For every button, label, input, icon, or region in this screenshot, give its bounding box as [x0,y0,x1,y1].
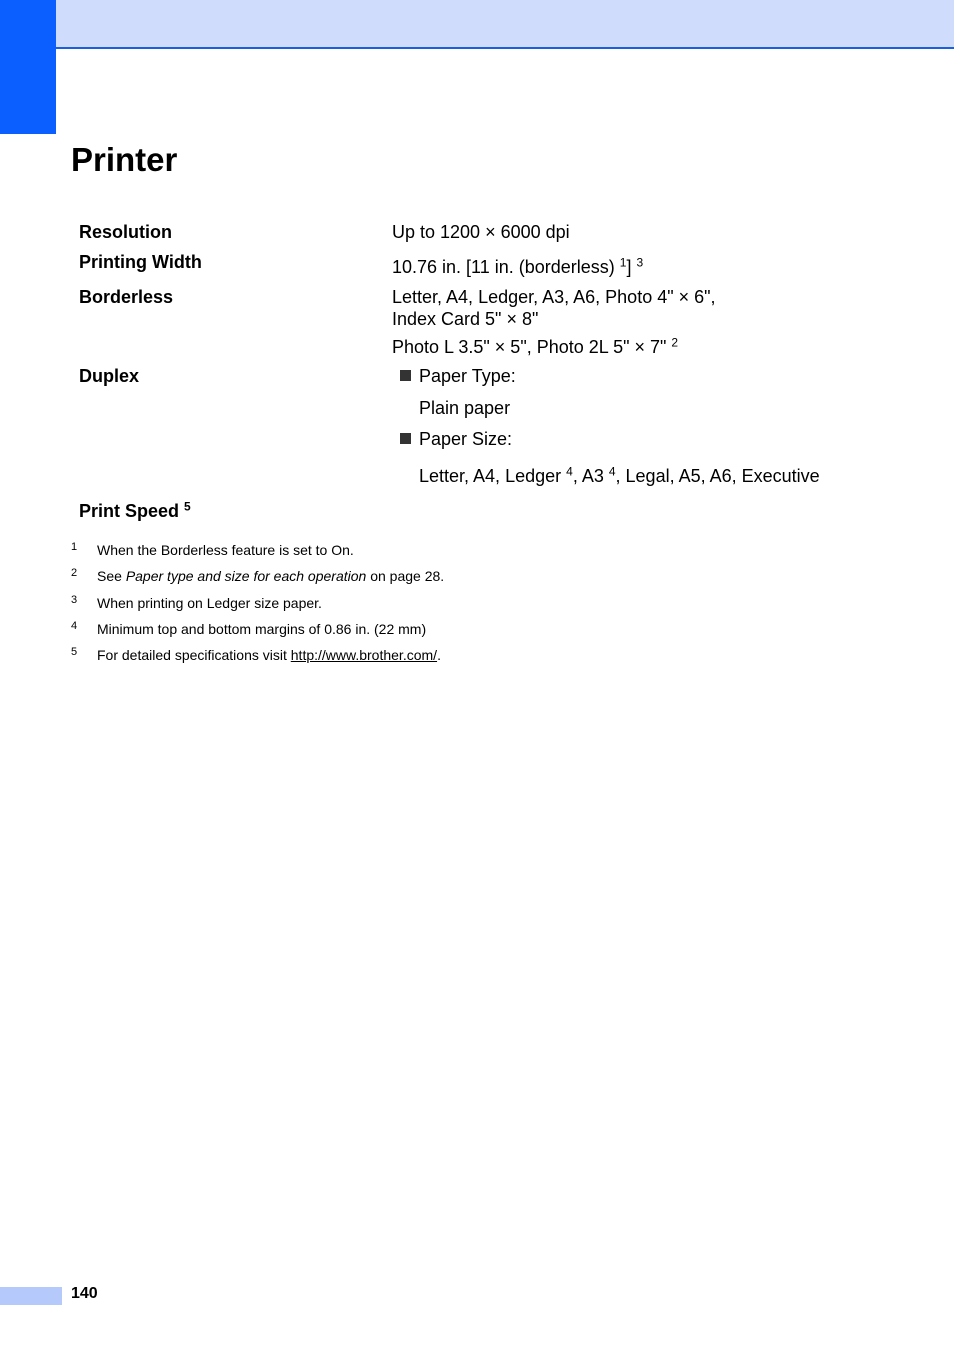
footnote-ref: 4 [608,464,616,479]
duplex-paper-type-value: Plain paper [419,398,511,418]
duplex-paper-size-value: Letter, A4, Ledger $^4$, A3 $^4$, Legal, A5, A6, Executive [419,464,820,486]
footer-band [0,1287,62,1305]
printing-width-label: Printing Width [79,252,202,272]
cross-reference: Paper type and size for each operation [125,568,367,584]
borderless-label: Borderless [79,287,174,307]
borderless-line-1: Letter, A4, Ledger, A3, A6, Photo 4" × 6", [392,287,716,307]
duplex-label: Duplex [79,366,140,386]
footnote-text: For detailed specifications visit http://www.brother.com/. [97,647,441,663]
footnote-number: 2 [71,567,78,579]
page-number: 140 [71,1285,98,1302]
resolution-value: Up to 1200 × 6000 dpi [392,222,570,242]
footnote-number: 3 [71,594,78,606]
duplex-paper-size-label: Paper Size: [419,429,513,449]
footnote-text: Minimum top and bottom margins of 0.86 in. (22 mm) [97,621,427,637]
footnote-ref: 5 [184,499,191,514]
footnote-number: 4 [71,620,78,632]
footnote-text: When the Borderless feature is set to On. [97,542,354,558]
footnote-text: See Paper type and size for each operation on page 28. [97,568,445,584]
footnote-ref: 3 [636,255,644,270]
footnote-text: When printing on Ledger size paper. [97,595,322,611]
chapter-side-tab [0,0,56,134]
footnote-ref: 1 [619,255,627,270]
footnote-number: 5 [71,646,78,658]
bullet-square-icon [400,433,411,444]
borderless-line-2: Index Card 5" × 8" [392,309,539,329]
footnote-ref: 2 [671,335,679,350]
printing-width-value: 10.76 in. [11 in. (borderless) $^1$] $^3$ [392,255,644,277]
page-title: Printer [71,141,178,178]
borderless-line-3: Photo L 3.5" × 5", Photo 2L 5" × 7" $^2$ [392,335,679,357]
header-band [0,0,954,49]
brother-website-link[interactable]: http://www.brother.com/ [290,647,438,663]
footnote-number: 1 [71,541,78,553]
resolution-label: Resolution [79,222,172,242]
duplex-paper-type-label: Paper Type: [419,366,516,386]
print-speed-label: Print Speed $^5$ [79,499,191,521]
bullet-square-icon [400,370,411,381]
footnote-ref: 4 [566,464,573,479]
